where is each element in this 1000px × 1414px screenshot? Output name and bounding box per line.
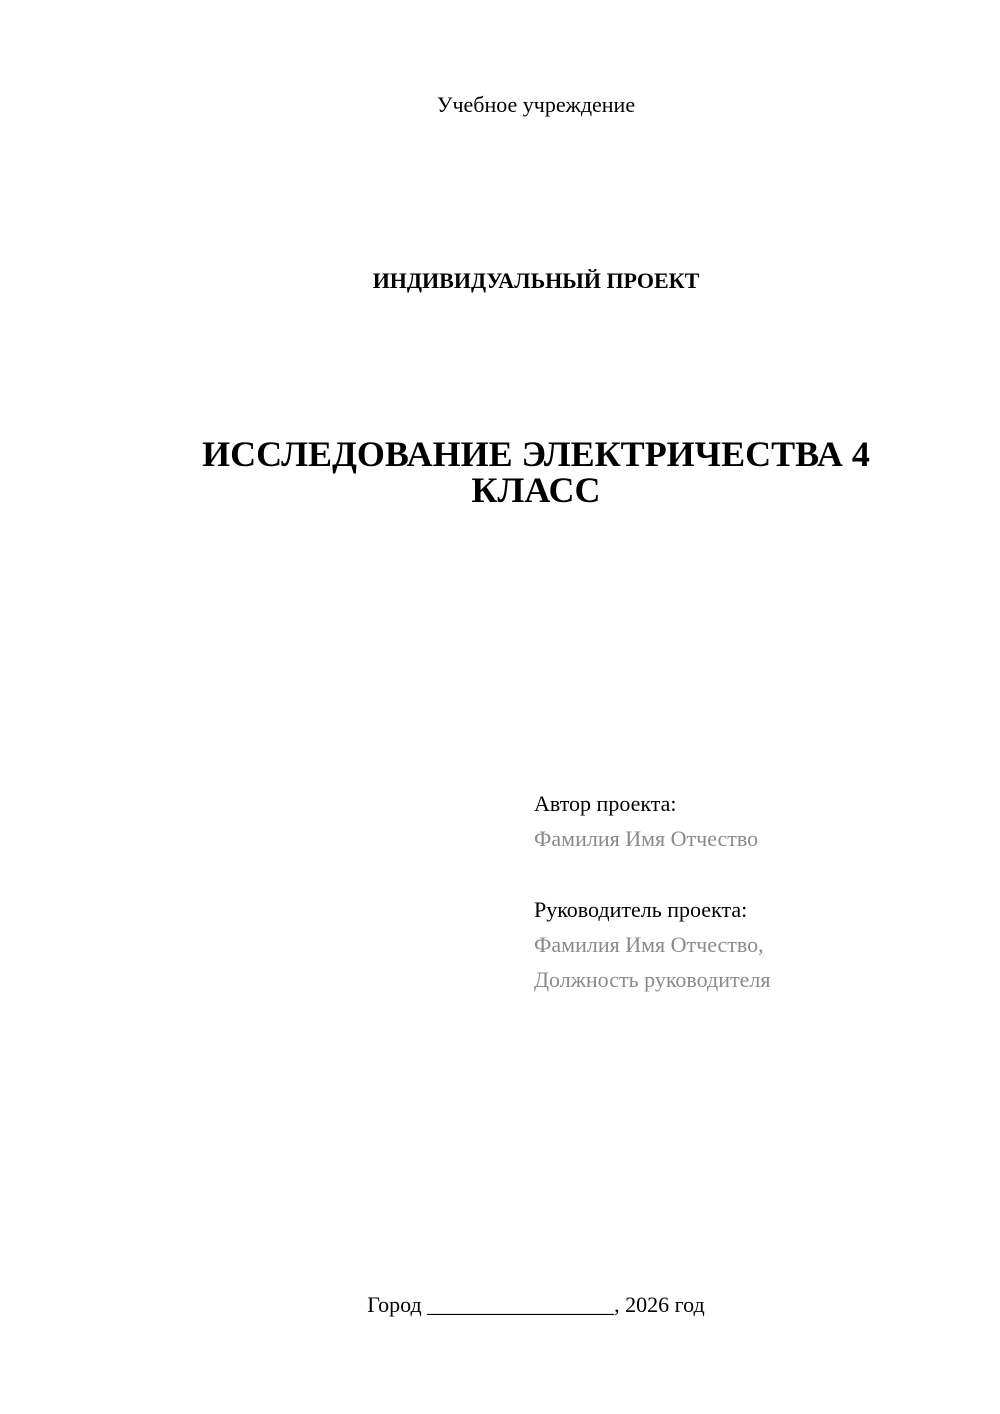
author-label: Автор проекта: (534, 791, 677, 816)
city-blank: _________________ (427, 1292, 615, 1317)
institution-name: Учебное учреждение (436, 92, 636, 117)
credits-spacer (534, 856, 974, 892)
project-title-line-2: КЛАСС (471, 470, 601, 510)
city-label: Город (367, 1292, 422, 1317)
city-year-line (0, 1290, 1000, 1320)
project-title (150, 436, 922, 508)
document-type: ИНДИВИДУАЛЬНЫЙ ПРОЕКТ (372, 268, 700, 293)
supervisor-position: Должность руководителя (534, 967, 771, 992)
supervisor-label: Руководитель проекта: (534, 897, 748, 922)
supervisor-name: Фамилия Имя Отчество, (534, 932, 764, 957)
author-name: Фамилия Имя Отчество (534, 826, 759, 851)
project-title-line-1: ИССЛЕДОВАНИЕ ЭЛЕКТРИЧЕСТВА 4 (202, 434, 870, 474)
credits-block (534, 786, 974, 997)
year-text: , 2026 год (614, 1292, 705, 1317)
